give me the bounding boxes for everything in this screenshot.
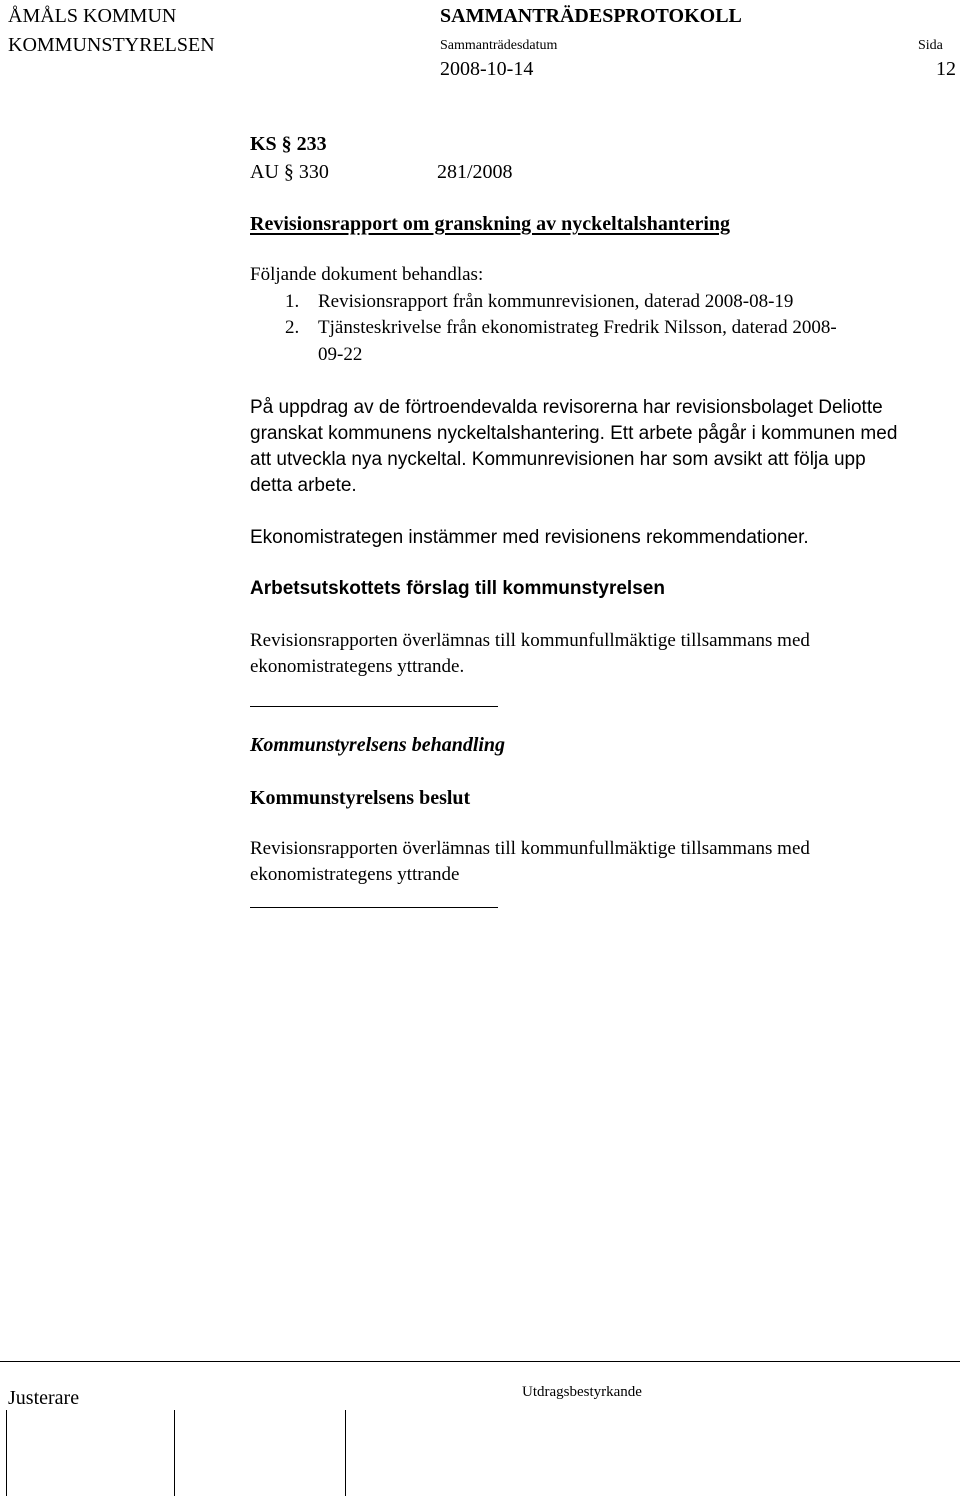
document-item-text: 09-22 (318, 344, 363, 365)
meeting-date: 2008-10-14 (440, 58, 534, 80)
case-number: 281/2008 (437, 161, 513, 183)
page-number: 12 (936, 58, 956, 80)
au-proposal-line: ekonomistrategens yttrande. (250, 656, 465, 677)
utdragsbestyrkande-label: Utdragsbestyrkande (522, 1384, 642, 1400)
summary-line: På uppdrag av de förtroendevalda revisorerna har revisionsbolaget Deliotte (250, 397, 883, 418)
document-item-text: Revisionsrapport från kommunrevisionen, daterad 2008-08-19 (318, 291, 794, 312)
ks-decision-text (250, 836, 810, 888)
document-type: SAMMANTRÄDESPROTOKOLL (440, 5, 742, 27)
summary-line: att utveckla nya nyckeltal. Kommunrevisionen har som avsikt att följa upp (250, 449, 866, 470)
signature-box-divider (174, 1410, 175, 1496)
au-proposal-line: Revisionsrapporten överlämnas till kommunfullmäktige tillsammans med (250, 630, 810, 651)
committee-name: KOMMUNSTYRELSEN (8, 34, 215, 56)
summary-line: granskat kommunens nyckeltalshantering. Ett arbete pågår i kommunen med (250, 423, 898, 444)
ks-paragraph-number: KS § 233 (250, 133, 327, 155)
au-proposal-heading: Arbetsutskottets förslag till kommunstyrelsen (250, 578, 665, 599)
ks-decision-heading: Kommunstyrelsens beslut (250, 787, 471, 809)
ks-handling-heading: Kommunstyrelsens behandling (250, 734, 506, 756)
document-item-number: 2. (285, 317, 300, 338)
ks-decision-line: Revisionsrapporten överlämnas till kommunfullmäktige tillsammans med (250, 838, 810, 859)
municipality-name: ÅMÅLS KOMMUN (8, 5, 177, 27)
summary-line: detta arbete. (250, 475, 357, 496)
justerare-label: Justerare (8, 1387, 80, 1409)
meeting-date-label: Sammanträdesdatum (440, 38, 558, 53)
separator-line (250, 706, 498, 707)
document-item-text: Tjänsteskrivelse från ekonomistrateg Fredrik Nilsson, daterad 2008- (318, 317, 837, 338)
document-item-number: 1. (285, 291, 300, 312)
signature-box-divider (6, 1410, 7, 1496)
separator-line (250, 907, 498, 908)
au-proposal-text (250, 628, 810, 680)
ks-decision-line: ekonomistrategens yttrande (250, 864, 460, 885)
case-title: Revisionsrapport om granskning av nyckeltalshantering (250, 213, 731, 235)
summary-paragraph (250, 395, 897, 499)
signature-box-divider (345, 1410, 346, 1496)
documents-intro: Följande dokument behandlas: (250, 264, 484, 285)
page-label: Sida (918, 38, 943, 53)
strategist-statement: Ekonomistrategen instämmer med revisionens rekommendationer. (250, 527, 809, 548)
au-paragraph-number: AU § 330 (250, 161, 329, 183)
footer-divider (0, 1361, 960, 1362)
